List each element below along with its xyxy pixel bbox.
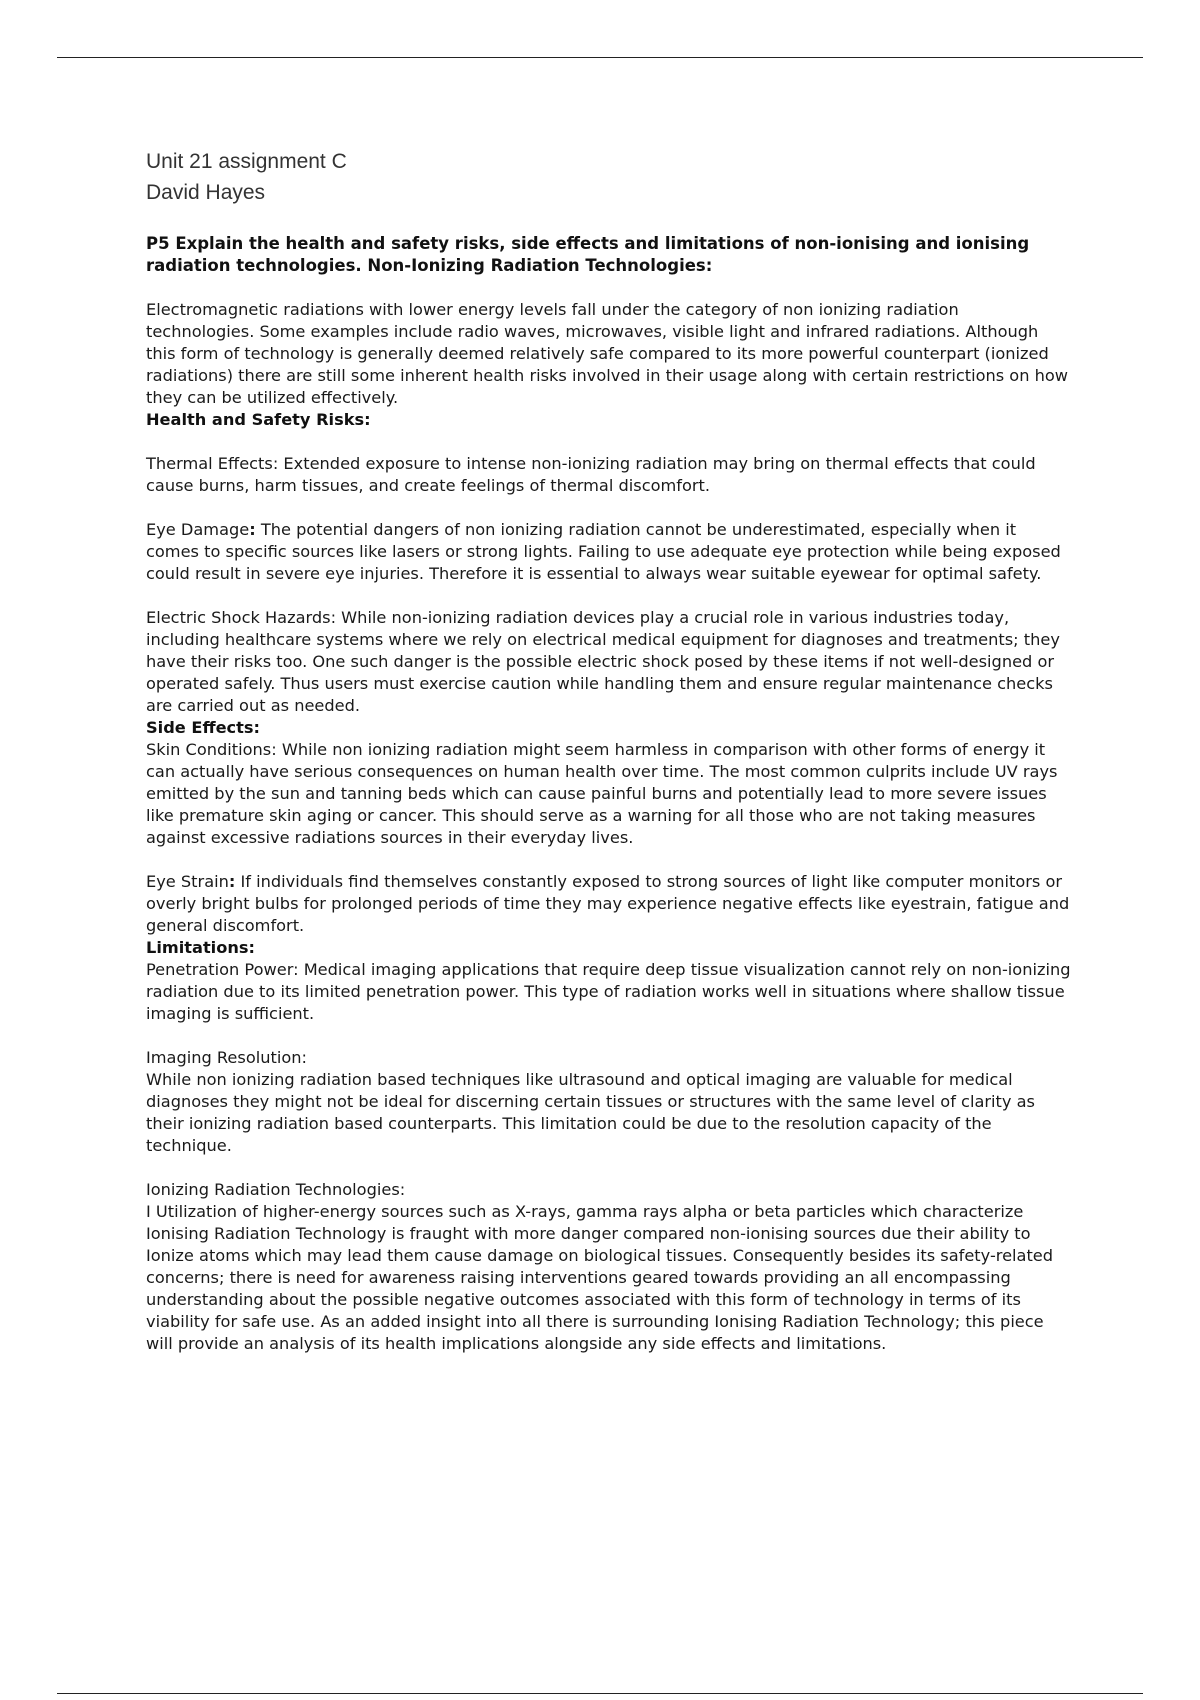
thermal-effects-paragraph: Thermal Effects: Extended exposure to intense non-ionizing radiation may bring on thermal effects that could cause burns, harm tissues, and create feelings of thermal discomfort. bbox=[146, 454, 1036, 495]
health-safety-heading: Health and Safety Risks: bbox=[146, 410, 371, 429]
electric-shock-paragraph: Electric Shock Hazards: While non-ionizing radiation devices play a crucial role in various industries today, including healthcare systems where we rely on electrical medical equipment for diagnoses and treatments; they have their risks too. One such danger is the possible electric shock posed by these items if not well-designed or operated safely. Thus users must exercise caution while handling them and ensure regular maintenance checks are carried out as needed. bbox=[146, 608, 1060, 715]
intro-paragraph: Electromagnetic radiations with lower energy levels fall under the category of non ionizing radiation technologies. Some examples include radio waves, microwaves, visible light and infrared radiations. Although this form of technology is generally deemed relatively safe compared to its more powerful counterpart (ionized radiations) there are still some inherent health risks involved in their usage along with certain restrictions on how they can be utilized effectively. bbox=[146, 300, 1069, 407]
imaging-resolution-heading: Imaging Resolution: bbox=[146, 1048, 307, 1067]
eye-damage-text: The potential dangers of non ionizing radiation cannot be underestimated, especially when it comes to specific sources like lasers or strong lights. Failing to use adequate eye protection while being exposed could result in severe eye injuries. Therefore it is essential to always wear suitable eyewear for optimal safety. bbox=[146, 520, 1061, 583]
bottom-rule bbox=[57, 1693, 1143, 1694]
eye-damage-paragraph bbox=[146, 519, 1071, 585]
eye-damage-colon: : bbox=[249, 520, 256, 539]
eye-damage-term: Eye Damage bbox=[146, 520, 250, 539]
unit-line: Unit 21 assignment C bbox=[146, 150, 347, 173]
ionizing-heading: Ionizing Radiation Technologies: bbox=[146, 1180, 406, 1199]
eye-strain-term: Eye Strain bbox=[146, 872, 229, 891]
document-title: P5 Explain the health and safety risks, side effects and limitations of non-ionising and ionising radiation technologies. Non-Ionizing Radiation Technologies: bbox=[146, 234, 1030, 275]
eye-strain-text: If individuals find themselves constantly exposed to strong sources of light like computer monitors or overly bright bulbs for prolonged periods of time they may experience negative effects like eyestrain, fatigue and general discomfort. bbox=[146, 872, 1070, 935]
document-page bbox=[146, 146, 1071, 1355]
limitations-heading: Limitations: bbox=[146, 938, 255, 957]
eye-strain-paragraph bbox=[146, 871, 1071, 937]
imaging-resolution-paragraph: While non ionizing radiation based techniques like ultrasound and optical imaging are valuable for medical diagnoses they might not be ideal for discerning certain tissues or structures with the same level of clarity as their ionizing radiation based counterparts. This limitation could be due to the resolution capacity of the technique. bbox=[146, 1070, 1035, 1155]
top-rule bbox=[57, 57, 1143, 58]
skin-conditions-paragraph: Skin Conditions: While non ionizing radiation might seem harmless in comparison with other forms of energy it can actually have serious consequences on human health over time. The most common culprits include UV rays emitted by the sun and tanning beds which can cause painful burns and potentially lead to more severe issues like premature skin aging or cancer. This should serve as a warning for all those who are not taking measures against excessive radiations sources in their everyday lives. bbox=[146, 740, 1058, 847]
author-line: David Hayes bbox=[146, 181, 266, 204]
ionizing-paragraph: I Utilization of higher-energy sources such as X-rays, gamma rays alpha or beta particles which characterize Ionising Radiation Technology is fraught with more danger compared non-ionising sources due their ability to Ionize atoms which may lead them cause damage on biological tissues. Consequently besides its safety-related concerns; there is need for awareness raising interventions geared towards providing an all encompassing understanding about the possible negative outcomes associated with this form of technology in terms of its viability for safe use. As an added insight into all there is surrounding Ionising Radiation Technology; this piece will provide an analysis of its health implications alongside any side effects and limitations. bbox=[146, 1202, 1054, 1353]
penetration-power-paragraph: Penetration Power: Medical imaging applications that require deep tissue visualization cannot rely on non-ionizing radiation due to its limited penetration power. This type of radiation works well in situations where shallow tissue imaging is sufficient. bbox=[146, 960, 1071, 1023]
side-effects-heading: Side Effects: bbox=[146, 718, 261, 737]
eye-strain-colon: : bbox=[228, 872, 236, 891]
